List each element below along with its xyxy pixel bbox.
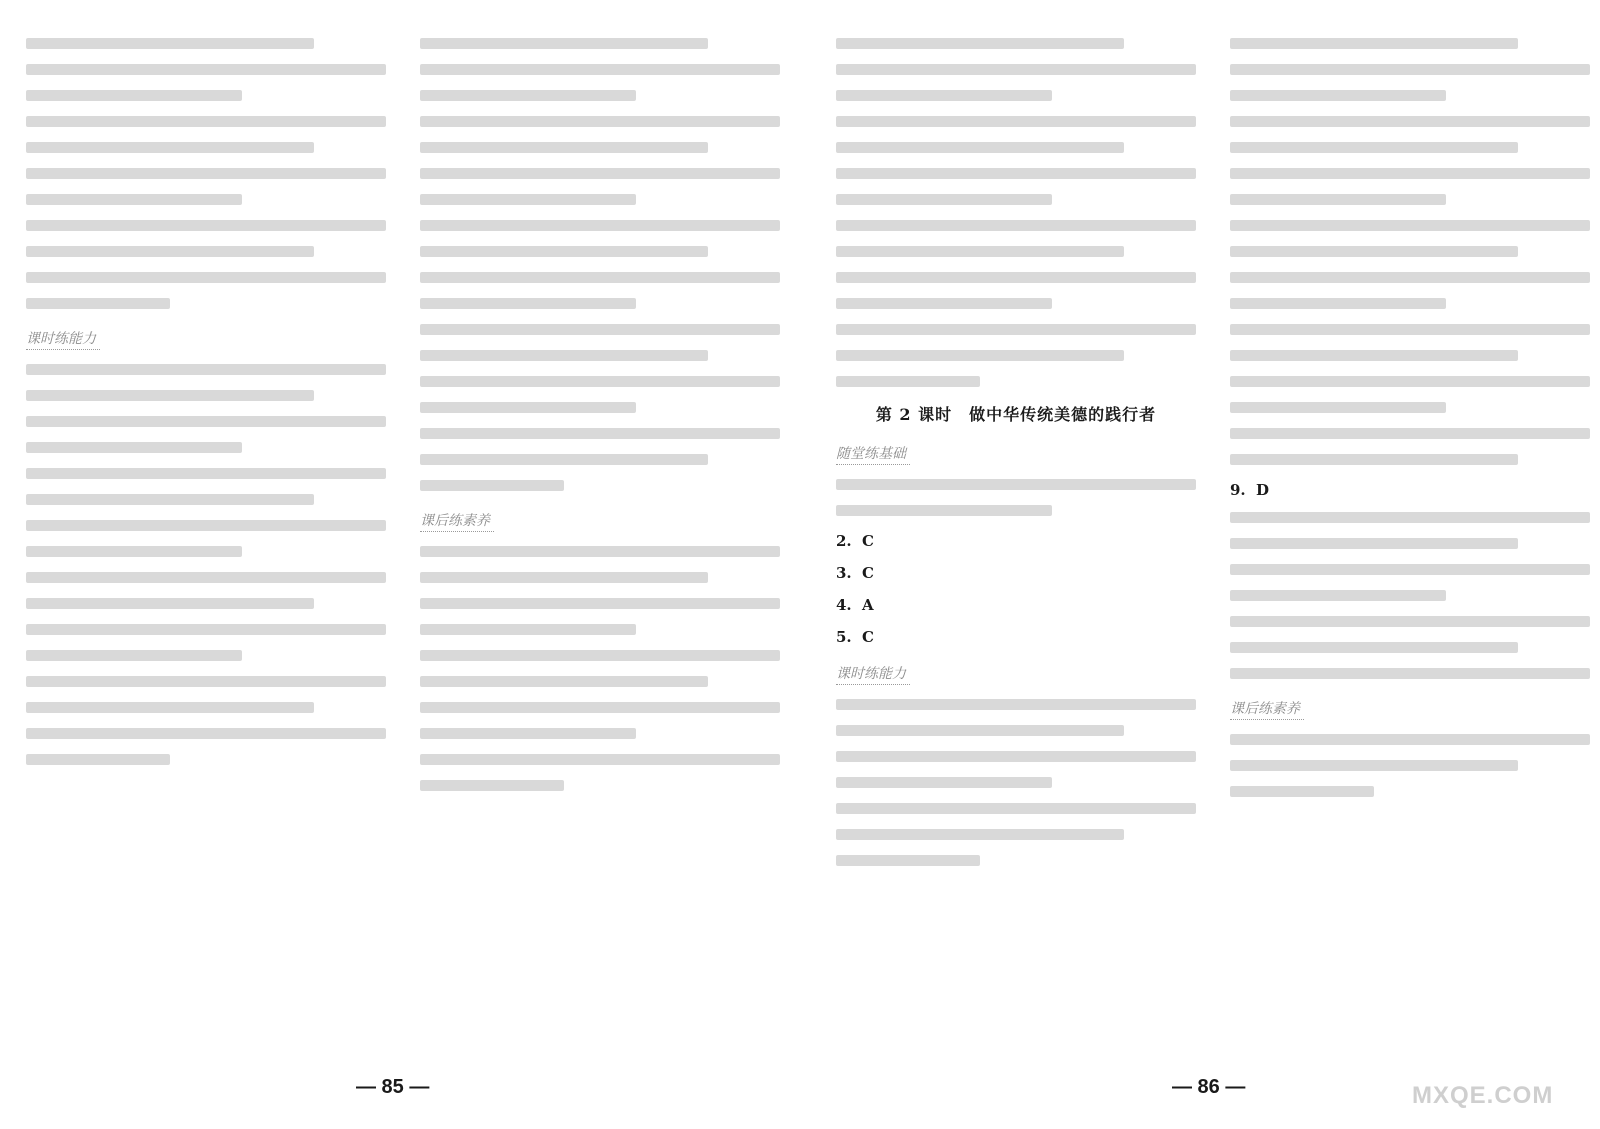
text-line-placeholder bbox=[420, 780, 564, 791]
text-line-placeholder bbox=[420, 572, 708, 583]
text-line-placeholder bbox=[1230, 38, 1518, 49]
text-line-placeholder bbox=[1230, 116, 1590, 127]
text-line-placeholder bbox=[836, 505, 1052, 516]
text-line-placeholder bbox=[836, 220, 1196, 231]
text-line-placeholder bbox=[1230, 428, 1590, 439]
text-line-placeholder bbox=[26, 90, 242, 101]
text-line-placeholder bbox=[26, 390, 314, 401]
text-line-placeholder bbox=[1230, 402, 1446, 413]
text-line-placeholder bbox=[836, 376, 980, 387]
answer-number: 5. bbox=[836, 628, 852, 646]
text-line-placeholder bbox=[420, 246, 708, 257]
text-line-placeholder bbox=[420, 38, 708, 49]
text-line-placeholder bbox=[26, 702, 314, 713]
text-line-placeholder bbox=[836, 272, 1196, 283]
text-line-placeholder bbox=[836, 699, 1196, 710]
text-line-placeholder bbox=[420, 754, 780, 765]
answer-number: 2. bbox=[836, 532, 852, 550]
text-line-placeholder bbox=[420, 272, 780, 283]
page-85-column-2 bbox=[414, 26, 786, 1066]
text-line-placeholder bbox=[836, 725, 1124, 736]
text-line-placeholder bbox=[26, 598, 314, 609]
text-line-placeholder bbox=[26, 116, 386, 127]
text-line-placeholder bbox=[1230, 220, 1590, 231]
text-line-placeholder bbox=[1230, 538, 1518, 549]
text-line-placeholder bbox=[836, 803, 1196, 814]
lesson-heading: 第 2 课时 做中华传统美德的践行者 bbox=[875, 405, 1157, 424]
text-line-placeholder bbox=[26, 194, 242, 205]
text-line-placeholder bbox=[1230, 786, 1374, 797]
text-line-placeholder bbox=[1230, 564, 1590, 575]
text-line-placeholder bbox=[420, 298, 636, 309]
page-85-column-1 bbox=[20, 26, 392, 1066]
text-line-placeholder bbox=[1230, 590, 1446, 601]
text-line-placeholder bbox=[420, 142, 708, 153]
text-line-placeholder bbox=[836, 38, 1124, 49]
text-line-placeholder bbox=[1230, 642, 1518, 653]
text-line-placeholder bbox=[1230, 298, 1446, 309]
text-line-placeholder bbox=[420, 116, 780, 127]
short-answer bbox=[1230, 480, 1590, 500]
page-86-column-2 bbox=[1224, 26, 1596, 1066]
text-line-placeholder bbox=[420, 598, 780, 609]
page-86-column-1 bbox=[830, 26, 1202, 1066]
text-line-placeholder bbox=[26, 142, 314, 153]
text-line-placeholder bbox=[420, 350, 708, 361]
text-line-placeholder bbox=[1230, 64, 1590, 75]
text-line-placeholder bbox=[26, 572, 386, 583]
text-line-placeholder bbox=[1230, 512, 1590, 523]
text-line-placeholder bbox=[26, 468, 386, 479]
text-line-placeholder bbox=[26, 38, 314, 49]
site-watermark: MXQE.COM bbox=[1412, 1082, 1554, 1109]
short-answer bbox=[836, 531, 1196, 551]
text-line-placeholder bbox=[26, 494, 314, 505]
text-line-placeholder bbox=[1230, 324, 1590, 335]
text-line-placeholder bbox=[26, 168, 386, 179]
text-line-placeholder bbox=[26, 298, 170, 309]
text-line-placeholder bbox=[26, 520, 386, 531]
text-line-placeholder bbox=[26, 728, 386, 739]
text-line-placeholder bbox=[420, 64, 780, 75]
text-line-placeholder bbox=[1230, 668, 1590, 679]
page-86 bbox=[830, 26, 1600, 1086]
answer-number: 3. bbox=[836, 564, 852, 582]
text-line-placeholder bbox=[836, 90, 1052, 101]
text-line-placeholder bbox=[420, 220, 780, 231]
text-line-placeholder bbox=[420, 194, 636, 205]
short-answer bbox=[836, 595, 1196, 615]
text-line-placeholder bbox=[26, 624, 386, 635]
text-line-placeholder bbox=[1230, 760, 1518, 771]
text-line-placeholder bbox=[420, 546, 780, 557]
answer-value: D bbox=[1256, 481, 1270, 499]
text-line-placeholder bbox=[836, 246, 1124, 257]
text-line-placeholder bbox=[420, 376, 780, 387]
text-line-placeholder bbox=[420, 324, 780, 335]
text-line-placeholder bbox=[836, 751, 1196, 762]
text-line-placeholder bbox=[26, 546, 242, 557]
text-line-placeholder bbox=[1230, 272, 1590, 283]
text-line-placeholder bbox=[26, 64, 386, 75]
text-line-placeholder bbox=[836, 829, 1124, 840]
answer-number: 9. bbox=[1230, 481, 1246, 499]
text-line-placeholder bbox=[836, 479, 1196, 490]
text-line-placeholder bbox=[836, 116, 1196, 127]
answer-value: C bbox=[862, 564, 874, 582]
text-line-placeholder bbox=[26, 272, 386, 283]
answer-value: C bbox=[862, 532, 874, 550]
text-line-placeholder bbox=[26, 650, 242, 661]
text-line-placeholder bbox=[26, 220, 386, 231]
text-line-placeholder bbox=[836, 350, 1124, 361]
text-line-placeholder bbox=[26, 246, 314, 257]
text-line-placeholder bbox=[420, 650, 780, 661]
text-line-placeholder bbox=[836, 142, 1124, 153]
text-line-placeholder bbox=[420, 702, 780, 713]
page-number-85: — 85 — bbox=[356, 1076, 430, 1098]
text-line-placeholder bbox=[1230, 350, 1518, 361]
text-line-placeholder bbox=[420, 402, 636, 413]
text-line-placeholder bbox=[836, 298, 1052, 309]
text-line-placeholder bbox=[420, 454, 708, 465]
text-line-placeholder bbox=[1230, 734, 1590, 745]
answer-value: A bbox=[862, 596, 874, 614]
text-line-placeholder bbox=[26, 442, 242, 453]
text-line-placeholder bbox=[1230, 376, 1590, 387]
text-line-placeholder bbox=[26, 364, 386, 375]
section-tag: 课时练能力 bbox=[836, 663, 910, 685]
text-line-placeholder bbox=[1230, 168, 1590, 179]
short-answer bbox=[836, 563, 1196, 583]
text-line-placeholder bbox=[836, 777, 1052, 788]
answer-value: C bbox=[862, 628, 874, 646]
section-tag: 课时练能力 bbox=[26, 328, 100, 350]
text-line-placeholder bbox=[420, 428, 780, 439]
section-tag: 随堂练基础 bbox=[836, 443, 910, 465]
section-tag: 课后练素养 bbox=[1230, 698, 1304, 720]
text-line-placeholder bbox=[836, 855, 980, 866]
text-line-placeholder bbox=[836, 64, 1196, 75]
text-line-placeholder bbox=[26, 416, 386, 427]
text-line-placeholder bbox=[420, 90, 636, 101]
text-line-placeholder bbox=[26, 754, 170, 765]
text-line-placeholder bbox=[420, 168, 780, 179]
text-line-placeholder bbox=[836, 324, 1196, 335]
page-number-86: — 86 — bbox=[1172, 1076, 1246, 1098]
text-line-placeholder bbox=[836, 168, 1196, 179]
text-line-placeholder bbox=[1230, 246, 1518, 257]
text-line-placeholder bbox=[1230, 142, 1518, 153]
text-line-placeholder bbox=[420, 480, 564, 491]
text-line-placeholder bbox=[420, 728, 636, 739]
section-tag: 课后练素养 bbox=[420, 510, 494, 532]
short-answer bbox=[836, 627, 1196, 647]
page-85 bbox=[20, 26, 790, 1086]
text-line-placeholder bbox=[1230, 194, 1446, 205]
text-line-placeholder bbox=[1230, 616, 1590, 627]
text-line-placeholder bbox=[836, 194, 1052, 205]
text-line-placeholder bbox=[26, 676, 386, 687]
text-line-placeholder bbox=[420, 624, 636, 635]
answer-number: 4. bbox=[836, 596, 852, 614]
text-line-placeholder bbox=[420, 676, 708, 687]
text-line-placeholder bbox=[1230, 454, 1518, 465]
text-line-placeholder bbox=[1230, 90, 1446, 101]
